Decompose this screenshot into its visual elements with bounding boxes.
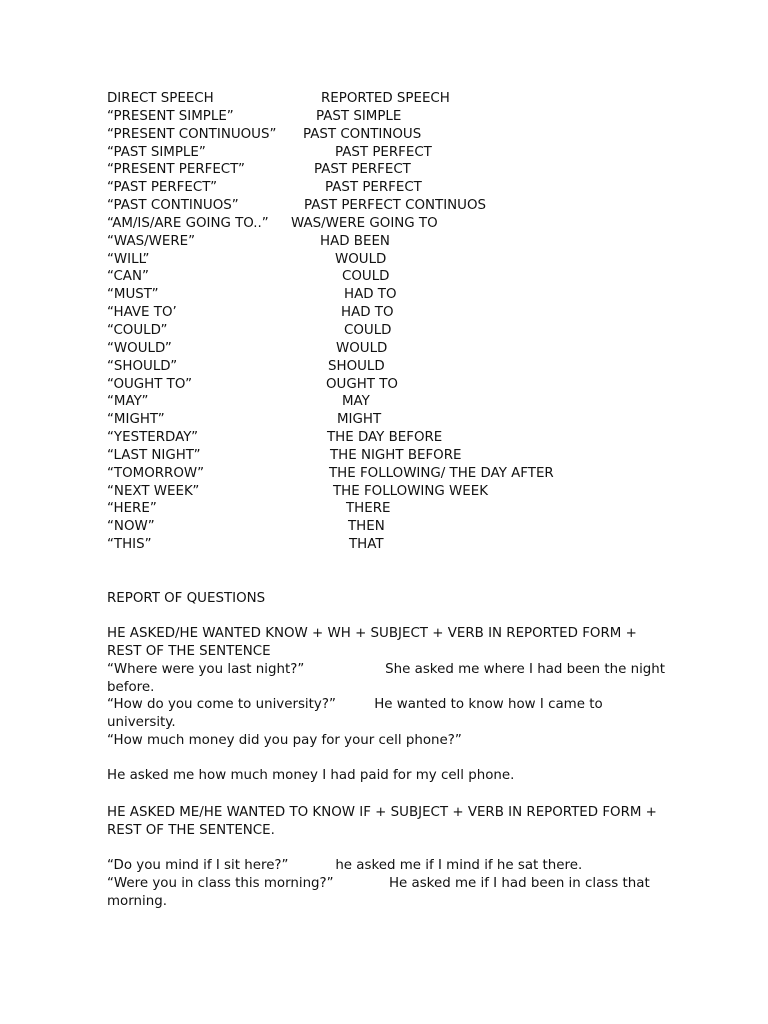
direct-form: “PRESENT SIMPLE” [107,108,234,124]
direct-form: “TOMORROW” [107,465,205,481]
conversion-table [107,90,667,554]
direct-form: “LAST NIGHT” [107,447,201,463]
example-4 [107,857,667,875]
direct-form: “THIS” [107,537,152,553]
reported-form: MAY [342,394,370,410]
direct-form: “SHOULD” [107,358,178,374]
direct-form: “AM/IS/ARE GOING TO..” [107,215,269,231]
reported-form: SHOULD [328,358,385,374]
table-row [107,465,667,483]
reported-form: PAST CONTINOUS [303,126,422,142]
table-row [107,411,667,429]
reported-form: WOULD [335,251,387,267]
table-row [107,179,667,197]
example-direct: “Were you in class this morning?” [107,876,334,891]
table-row [107,376,667,394]
table-row [107,144,667,162]
table-row [107,483,667,501]
reported-form: MIGHT [337,412,382,428]
direct-form: “MUST” [107,287,159,303]
reported-form: COULD [342,269,390,285]
table-row [107,393,667,411]
example-3-direct: “How much money did you pay for your cell phone?” [107,733,462,748]
table-row [107,322,667,340]
table-header-row [107,90,667,108]
table-row [107,518,667,536]
table-row [107,340,667,358]
example-5 [107,875,667,911]
example-direct: “Where were you last night?” [107,662,305,677]
direct-form: “OUGHT TO” [107,376,193,392]
reported-form: THE FOLLOWING WEEK [333,483,488,499]
table-row [107,447,667,465]
example-3-reported: He asked me how much money I had paid for my cell phone. [107,768,515,783]
direct-form: “COULD” [107,322,168,338]
example-reported: He wanted to know how I came to university. [107,697,607,730]
direct-form: “PRESENT CONTINUOUS” [107,126,277,142]
reported-speech-header: REPORTED SPEECH [321,91,450,106]
reported-form: THERE [346,501,391,517]
direct-form: “WAS/WERE” [107,233,196,249]
direct-form: “PRESENT PERFECT” [107,162,245,178]
direct-form: “MAY” [107,394,149,410]
rule-wh-questions: HE ASKED/HE WANTED KNOW + WH + SUBJECT + VERB IN REPORTED FORM + REST OF THE SENTENCE [107,626,642,659]
example-reported: She asked me where I had been the night before. [107,662,670,695]
direct-form: “CAN” [107,269,149,285]
direct-form: “MIGHT” [107,412,165,428]
table-row [107,268,667,286]
direct-form: “PAST SIMPLE” [107,144,206,160]
reported-form: PAST SIMPLE [316,108,402,124]
table-row [107,233,667,251]
table-row [107,108,667,126]
table-row [107,358,667,376]
table-row [107,304,667,322]
direct-form: “PAST CONTINUOS” [107,198,239,214]
example-reported: he asked me if I mind if he sat there. [335,858,583,873]
table-row [107,286,667,304]
reported-form: PAST PERFECT CONTINUOS [304,198,486,214]
example-reported: He asked me if I had been in class that morning. [107,876,654,909]
reported-form: THE FOLLOWING/ THE DAY AFTER [329,465,554,481]
direct-form: “WOULD” [107,340,172,356]
direct-form: “HERE” [107,501,157,517]
direct-form: “NOW” [107,519,155,535]
reported-form: PAST PERFECT [335,144,432,160]
table-row [107,536,667,554]
direct-form: “PAST PERFECT” [107,180,218,196]
reported-form: COULD [344,322,392,338]
example-direct: “Do you mind if I sit here?” [107,858,289,873]
direct-form: “HAVE TO’ [107,305,177,321]
reported-form: WAS/WERE GOING TO [291,215,438,231]
reported-form: HAD BEEN [320,233,390,249]
reported-form: THE NIGHT BEFORE [330,447,462,463]
table-row [107,126,667,144]
example-direct: “How do you come to university?” [107,697,336,712]
reported-form: OUGHT TO [326,376,398,392]
table-row [107,429,667,447]
table-row [107,197,667,215]
direct-form: “YESTERDAY” [107,430,199,446]
section-heading: REPORT OF QUESTIONS [107,591,266,606]
reported-form: PAST PERFECT [314,162,411,178]
reported-form: PAST PERFECT [325,180,422,196]
rule-yes-no-questions: HE ASKED ME/HE WANTED TO KNOW IF + SUBJECT + VERB IN REPORTED FORM + REST OF THE SENTENCE. [107,805,662,838]
example-2 [107,696,667,732]
direct-speech-header: DIRECT SPEECH [107,91,214,106]
reported-form: WOULD [336,340,388,356]
example-1 [107,661,670,697]
reported-form: THEN [348,519,385,535]
direct-form: “WILL” [107,251,150,267]
table-row [107,251,667,269]
reported-form: HAD TO [344,287,397,303]
table-row [107,215,667,233]
table-row [107,500,667,518]
table-row [107,161,667,179]
reported-form: THE DAY BEFORE [327,430,443,446]
reported-form: THAT [349,537,384,553]
reported-form: HAD TO [341,305,394,321]
direct-form: “NEXT WEEK” [107,483,200,499]
